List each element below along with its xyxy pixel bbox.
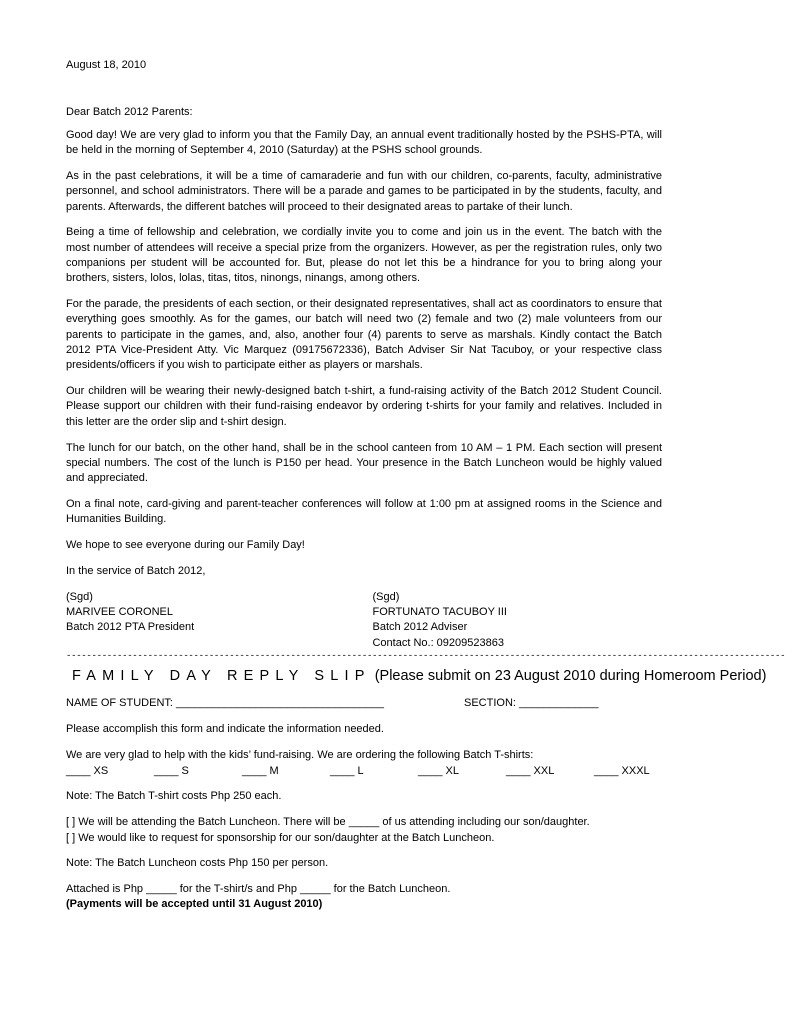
luncheon-options [66,815,662,846]
size-xxxl-field[interactable]: ____ XXXL [594,764,650,777]
paragraph-invitation: Being a time of fellowship and celebration, we cordially invite you to come and join us in the event. The batch with the most number of attendees will receive a special prize from the organizers. However, as per the registration rules, only two companions per student will be accounted for. But, please do not let this be a hindrance for you to bring along your brothers, sisters, lolos, lolas, titas, titos, ninongs, ninangs, among others. [66,226,662,285]
letter-date: August 18, 2010 [66,59,147,71]
luncheon-price-note: Note: The Batch Luncheon costs Php 150 per person. [66,856,329,869]
student-name-field[interactable]: NAME OF STUDENT: __________________________________ [66,696,385,709]
signature-block [66,590,662,651]
signature-mark: (Sgd) [372,590,400,603]
signature-mark: (Sgd) [66,590,93,603]
paragraph-celebration: As in the past celebrations, it will be a time of camaraderie and fun with our children, co-parents, faculty, administrative personnel, and school administrators. There will be a parade and games to be participated in by the students, faculty, and parents. Afterwards, the different batches will proceed to their designated areas to partake of their lunch. [66,170,662,213]
size-xl-field[interactable]: ____ XL [418,764,459,777]
paragraph-service: In the service of Batch 2012, [66,564,206,577]
size-xxl-field[interactable]: ____ XXL [506,764,555,777]
tshirt-sizes [66,764,662,779]
tshirt-intro: We are very glad to help with the kids’ fund-raising. We are ordering the following Batch T-shirts: [66,749,534,762]
form-instructions: Please accomplish this form and indicate the information needed. [66,723,384,736]
reply-slip-heading: FAMILY DAY REPLY SLIP [72,667,371,684]
size-xs-field[interactable]: ____ XS [66,764,109,777]
paragraph-final-note: On a final note, card-giving and parent-teacher conferences will follow at 1:00 pm at assigned rooms in the Science and Humanities Building. [66,497,662,526]
luncheon-attend-option[interactable]: [ ] We will be attending the Batch Luncheon. There will be _____ of us attending including our son/daughter. [66,816,590,829]
signatory-name: MARIVEE CORONEL [66,605,173,618]
reply-slip-title [72,666,767,686]
salutation: Dear Batch 2012 Parents: [66,106,193,118]
cut-line: --------------------------------------------------------------------------------------------------------------------------------------------- [66,650,785,661]
tshirt-price-note: Note: The Batch T-shirt costs Php 250 each. [66,790,282,802]
size-s-field[interactable]: ____ S [154,764,189,777]
signatory-title: Batch 2012 Adviser [372,621,468,634]
size-l-field[interactable]: ____ L [330,764,364,777]
payment-deadline: (Payments will be accepted until 31 August 2010) [66,898,323,911]
section-field[interactable]: SECTION: _____________ [464,696,599,709]
paragraph-lunch: The lunch for our batch, on the other hand, shall be in the school canteen from 10 AM – 1 PM. Each section will present special numbers. The cost of the lunch is P150 per head. Your presence in the Batch Luncheon would be highly valued and appreciated. [66,441,662,485]
paragraph-intro: Good day! We are very glad to inform you that the Family Day, an annual event traditionally hosted by the PSHS-PTA, will be held in the morning of September 4, 2010 (Saturday) at the PSHS school grounds. [66,129,662,157]
signatory-name: FORTUNATO TACUBOY III [372,605,507,618]
attached-payment-line[interactable]: Attached is Php _____ for the T-shirt/s and Php _____ for the Batch Luncheon. [66,883,451,896]
signatory-title: Batch 2012 PTA President [66,621,195,634]
signatory-contact: Contact No.: 09209523863 [372,636,504,649]
paragraph-parade: For the parade, the presidents of each section, or their designated representatives, shall act as coordinators to ensure that everything goes smoothly. As for the games, our batch will need two (2) female and two (2) male volunteers from our parents to participate in the games, and, also, another four (4) parents to serve as marshals. Kindly contact the Batch 2012 PTA Vice-President Atty. Vic Marquez (09175672336), Batch Adviser Sir Nat Tacuboy, or your respective class presidents/officers if you wish to participate either as players or marshals. [66,298,662,372]
paragraph-tshirt: Our children will be wearing their newly-designed batch t-shirt, a fund-raising activity of the Batch 2012 Student Council. Please support our children with their fund-raising endeavor by ordering t-shirts for your family and relatives. Included in this letter are the order slip and t-shirt design. [66,385,662,428]
signatory-left [66,590,372,651]
size-m-field[interactable]: ____ M [242,764,279,777]
paragraph-closing: We hope to see everyone during our Family Day! [66,539,305,552]
reply-slip-submission-note: (Please submit on 23 August 2010 during Homeroom Period) [374,667,767,684]
luncheon-sponsorship-option[interactable]: [ ] We would like to request for sponsorship for our son/daughter at the Batch Luncheon. [66,831,495,844]
payment-section [66,882,662,913]
student-info-row [66,696,662,711]
signatory-right [372,590,662,651]
